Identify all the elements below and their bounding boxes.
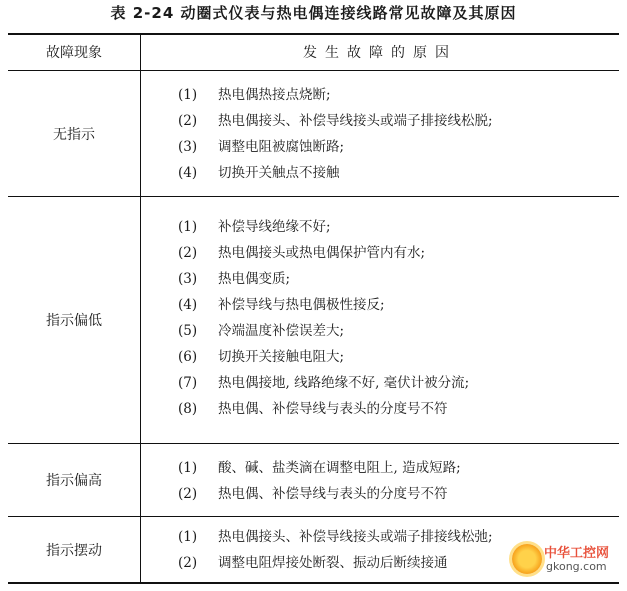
- cause-item: (2) 热电偶接头或热电偶保护管内有水;: [178, 245, 426, 261]
- watermark-url: gkong.com: [546, 560, 607, 573]
- gear-icon: [512, 544, 542, 574]
- cause-item: (1) 热电偶热接点烧断;: [178, 87, 331, 103]
- watermark-text: 中华工控网: [544, 546, 610, 561]
- cause-item: (1) 补偿导线绝缘不好;: [178, 219, 331, 235]
- cause-item: (1) 酸、碱、盐类滴在调整电阻上, 造成短路;: [178, 460, 461, 476]
- table-caption: 表 2-24 动圈式仪表与热电偶连接线路常见故障及其原因: [110, 4, 517, 22]
- column-divider: [140, 34, 141, 583]
- cause-list: [178, 214, 469, 422]
- cause-item: (6) 切换开关接触电阻大;: [178, 349, 345, 365]
- cause-item: (8) 热电偶、补偿导线与表头的分度号不符: [178, 401, 448, 417]
- header-phenomenon: 故障现象: [46, 45, 102, 61]
- cause-list: [178, 524, 493, 576]
- cause-item: (2) 调整电阻焊接处断裂、振动后断续接通: [178, 555, 448, 571]
- cause-item: (7) 热电偶接地, 线路绝缘不好, 毫伏计被分流;: [178, 375, 470, 391]
- cause-item: (2) 热电偶接头、补偿导线接头或端子排接线松脱;: [178, 113, 493, 129]
- phenomenon-cell: 指示摆动: [46, 542, 102, 559]
- cause-list: [178, 455, 461, 507]
- cause-item: (3) 调整电阻被腐蚀断路;: [178, 139, 345, 155]
- phenomenon-cell: 无指示: [53, 126, 95, 143]
- cause-item: (1) 热电偶接头、补偿导线接头或端子排接线松弛;: [178, 529, 493, 545]
- phenomenon-cell: 指示偏低: [46, 313, 102, 329]
- cause-item: (3) 热电偶变质;: [178, 271, 291, 287]
- watermark-logo: [510, 538, 620, 588]
- header-causes: 发生故障的原因: [303, 45, 457, 61]
- phenomenon-cell: 指示偏高: [46, 473, 102, 489]
- cause-list: [178, 82, 493, 186]
- cause-item: (4) 切换开关触点不接触: [178, 165, 340, 181]
- cause-item: (4) 补偿导线与热电偶极性接反;: [178, 297, 385, 313]
- cause-item: (2) 热电偶、补偿导线与表头的分度号不符: [178, 486, 448, 502]
- cause-item: (5) 冷端温度补偿误差大;: [178, 323, 345, 339]
